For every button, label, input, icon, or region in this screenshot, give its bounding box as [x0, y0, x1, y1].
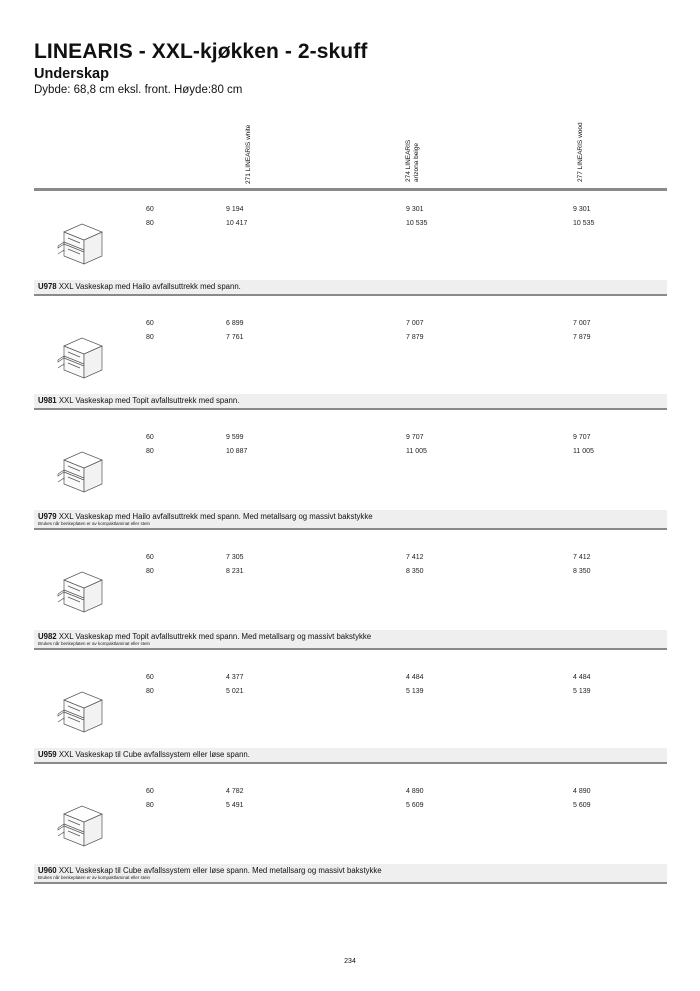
product-footer-band: [34, 630, 667, 650]
page-title: LINEARIS - XXL-kjøkken - 2-skuff: [34, 40, 368, 63]
price-value: 6 899: [226, 320, 244, 327]
cabinet-illustration-icon: [56, 686, 106, 734]
product-code: U982: [38, 632, 57, 641]
column-header-271: 271 LINEARIS white: [245, 124, 252, 184]
product-footer-band: [34, 510, 667, 530]
width-value: 80: [146, 448, 154, 455]
product-note: Brukes når benkeplaten er av kompaktlaminat eller stein: [38, 641, 151, 646]
width-value: 80: [146, 688, 154, 695]
price-value: 5 609: [406, 802, 424, 809]
product-name: XXL Vaskeskap til Cube avfallssystem eller løse spann. Med metallsarg og massivt bakstykke: [58, 866, 382, 875]
price-value: 9 301: [573, 206, 591, 213]
width-value: 60: [146, 206, 154, 213]
width-value: 60: [146, 554, 154, 561]
cabinet-illustration-icon: [56, 800, 106, 848]
price-value: 4 484: [573, 674, 591, 681]
page-description: Dybde: 68,8 cm eksl. front. Høyde:80 cm: [34, 84, 243, 96]
price-value: 7 879: [406, 334, 424, 341]
price-value: 7 412: [406, 554, 424, 561]
width-value: 80: [146, 568, 154, 575]
price-value: 9 599: [226, 434, 244, 441]
product-name: XXL Vaskeskap med Hailo avfallsuttrekk med spann. Med metallsarg og massivt bakstykke: [58, 512, 373, 521]
price-value: 5 139: [573, 688, 591, 695]
price-value: 7 412: [573, 554, 591, 561]
price-value: 10 887: [226, 448, 248, 455]
product-section: [34, 664, 667, 778]
product-section: [34, 544, 667, 658]
product-footer-band: [34, 748, 667, 764]
price-value: 9 301: [406, 206, 424, 213]
header-rule: [34, 188, 667, 191]
product-footer-band: [34, 394, 667, 410]
width-value: 60: [146, 320, 154, 327]
price-value: 5 021: [226, 688, 244, 695]
width-value: 60: [146, 434, 154, 441]
price-value: 7 761: [226, 334, 244, 341]
product-code: U959: [38, 750, 57, 759]
price-value: 10 535: [573, 220, 595, 227]
product-section: [34, 196, 667, 310]
price-value: 4 484: [406, 674, 424, 681]
cabinet-illustration-icon: [56, 332, 106, 380]
price-value: 9 707: [573, 434, 591, 441]
price-value: 4 890: [573, 788, 591, 795]
product-footer-band: [34, 864, 667, 884]
product-note: Brukes når benkeplaten er av kompaktlaminat eller stein: [38, 521, 151, 526]
cabinet-illustration-icon: [56, 218, 106, 266]
product-title: [38, 632, 371, 641]
product-title: [38, 512, 373, 521]
product-name: XXL Vaskeskap med Hailo avfallsuttrekk med spann.: [58, 282, 241, 291]
price-value: 10 535: [406, 220, 428, 227]
product-code: U978: [38, 282, 57, 291]
price-value: 4 890: [406, 788, 424, 795]
price-value: 8 231: [226, 568, 244, 575]
price-value: 9 707: [406, 434, 424, 441]
product-title: [38, 396, 239, 405]
price-value: 11 005: [573, 448, 594, 455]
product-code: U981: [38, 396, 57, 405]
width-value: 60: [146, 674, 154, 681]
cabinet-illustration-icon: [56, 446, 106, 494]
product-title: [38, 750, 250, 759]
price-value: 5 609: [573, 802, 591, 809]
product-code: U979: [38, 512, 57, 521]
width-value: 80: [146, 220, 154, 227]
price-value: 10 417: [226, 220, 248, 227]
price-value: 7 879: [573, 334, 591, 341]
product-title: [38, 866, 382, 875]
product-code: U960: [38, 866, 57, 875]
price-value: 4 782: [226, 788, 244, 795]
price-value: 7 007: [573, 320, 591, 327]
price-value: 9 194: [226, 206, 244, 213]
column-header-277: 277 LINEARIS wood: [577, 122, 584, 182]
price-value: 7 007: [406, 320, 424, 327]
page-subtitle: Underskap: [34, 66, 109, 82]
price-value: 8 350: [406, 568, 424, 575]
page-number: 234: [344, 958, 356, 965]
width-value: 80: [146, 334, 154, 341]
price-value: 4 377: [226, 674, 244, 681]
product-name: XXL Vaskeskap med Topit avfallsuttrekk med spann. Med metallsarg og massivt bakstykke: [58, 632, 372, 641]
product-name: XXL Vaskeskap til Cube avfallssystem eller løse spann.: [58, 750, 250, 759]
width-value: 60: [146, 788, 154, 795]
product-note: Brukes når benkeplaten er av kompaktlaminat eller stein: [38, 875, 151, 880]
price-value: 7 305: [226, 554, 244, 561]
cabinet-illustration-icon: [56, 566, 106, 614]
column-header-274: 274 LINEARIS arizona beige: [405, 139, 420, 182]
product-section: [34, 424, 667, 538]
price-value: 8 350: [573, 568, 591, 575]
product-footer-band: [34, 280, 667, 296]
price-value: 11 005: [406, 448, 427, 455]
width-value: 80: [146, 802, 154, 809]
product-section: [34, 778, 667, 892]
product-section: [34, 310, 667, 424]
product-name: XXL Vaskeskap med Topit avfallsuttrekk med spann.: [58, 396, 240, 405]
product-title: [38, 282, 241, 291]
price-value: 5 139: [406, 688, 424, 695]
price-value: 5 491: [226, 802, 244, 809]
